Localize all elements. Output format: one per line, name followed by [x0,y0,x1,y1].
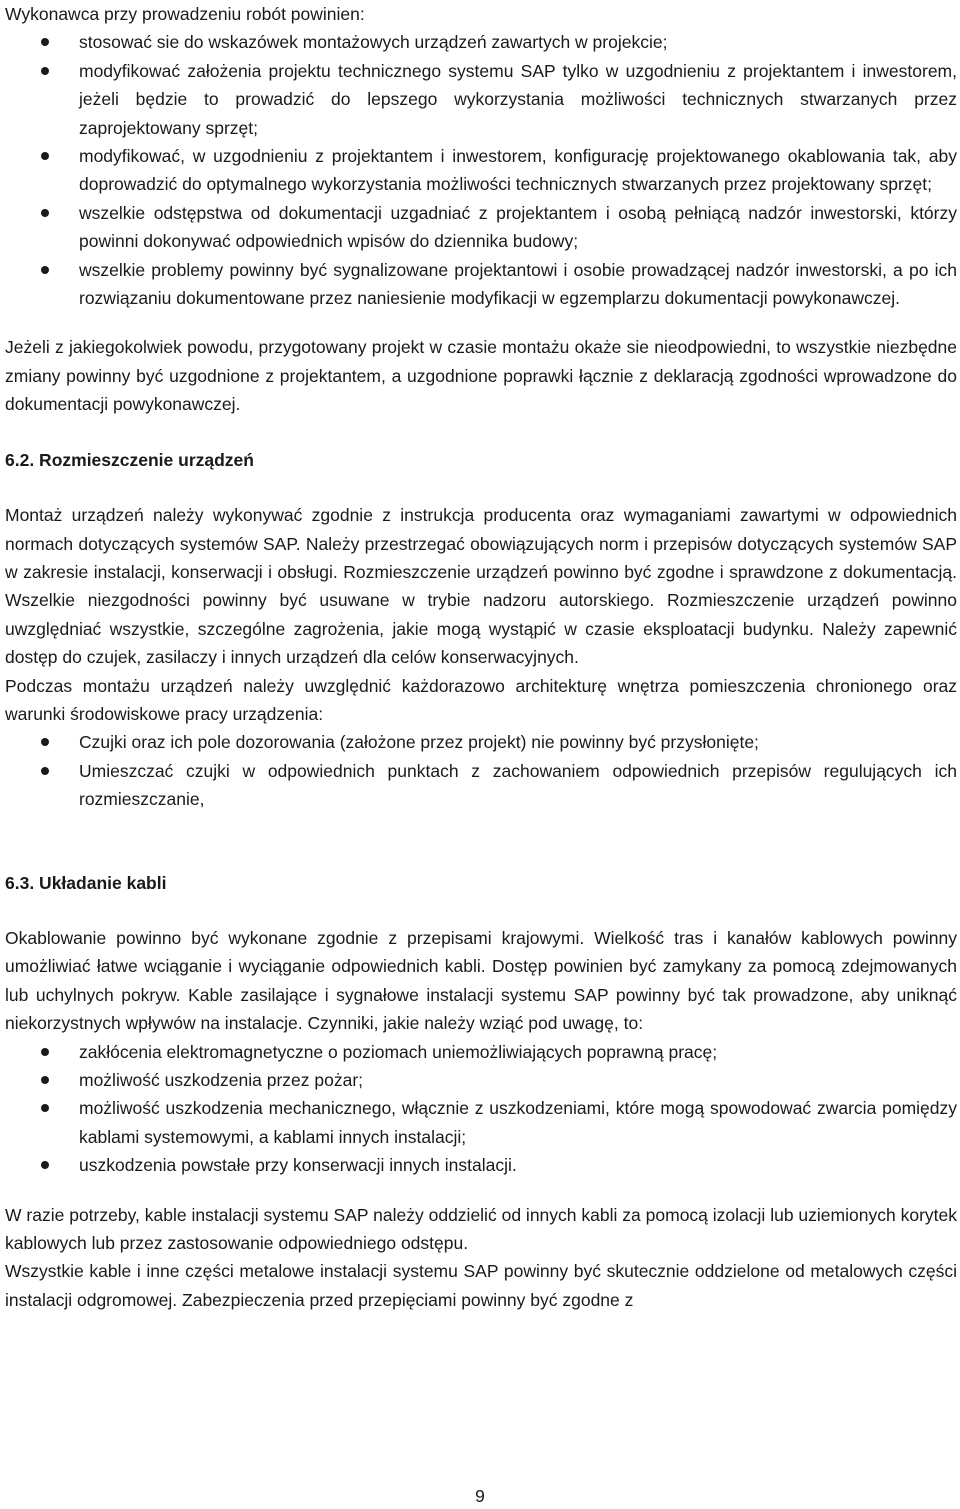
section-6-3-paragraph-3: Wszystkie kable i inne części metalowe instalacji systemu SAP powinny być skutecznie oddzielone od metalowych części instalacji odgromowej. Zabezpieczenia przed przepięciami powinny być zgodne z [5,1261,957,1310]
changes-paragraph: Jeżeli z jakiegokolwiek powodu, przygotowany projekt w czasie montażu okaże sie nieodpowiedni, to wszystkie niezbędne zmiany powinny być uzgodnione z projektantem, a uzgodnione poprawki łącznie z deklaracją zgodności wprowadzone do dokumentacji powykonawczej. [5,337,957,415]
list-item: zakłócenia elektromagnetyczne o poziomach uniemożliwiających poprawną pracę; [5,1038,957,1066]
section-6-2-paragraph-2: Podczas montażu urządzeń należy uwzględnić każdorazowo architekturę wnętrza pomieszczenia chronionego oraz warunki środowiskowe pracy urządzenia: [5,675,957,724]
list-item: modyfikować założenia projektu technicznego systemu SAP tylko w uzgodnieniu z projektantem i inwestorem, jeżeli będzie to prowadzić do lepszego wykorzystania możliwości technicznych stwarzanych przez zaprojektowany sprzęt; [5,57,957,142]
bullet-icon [41,1104,49,1112]
bullet-icon [41,266,49,274]
bullet-icon [41,152,49,160]
bullet-icon [41,1161,49,1169]
bullet-icon [41,67,49,75]
bullet-icon [41,738,49,746]
cabling-factors-list [5,1038,957,1180]
bullet-icon [41,38,49,46]
section-6-3-paragraph: Okablowanie powinno być wykonane zgodnie z przepisami krajowymi. Wielkość tras i kanałów kablowych powinny umożliwiać łatwe wciąganie i wyciąganie odpowiednich kabli. Dostęp powinien być zamykany za pomocą zdejmowanych lub uchylnych pokryw. Kable zasilające i sygnałowe instalacji systemu SAP powinny być tak prowadzone, aby uniknąć niekorzystnych wpływów na instalacje. Czynniki, jakie należy wziąć pod uwagę, to: [5,927,957,1034]
section-6-3-heading: 6.3. Układanie kabli [5,872,167,893]
bullet-icon [41,767,49,775]
detector-placement-list [5,728,957,813]
list-item: stosować sie do wskazówek montażowych urządzeń zawartych w projekcie; [5,28,957,56]
list-item: wszelkie odstępstwa od dokumentacji uzgadniać z projektantem i osobą pełniącą nadzór inwestorski, którzy powinni dokonywać odpowiednich wpisów do dziennika budowy; [5,199,957,256]
list-item: Czujki oraz ich pole dozorowania (założone przez projekt) nie powinny być przysłonięte; [5,728,957,756]
list-item: Umieszczać czujki w odpowiednich punktach z zachowaniem odpowiednich przepisów regulujących ich rozmieszczanie, [5,757,957,814]
bullet-icon [41,1048,49,1056]
list-item: możliwość uszkodzenia mechanicznego, włącznie z uszkodzeniami, które mogą spowodować zwarcia pomiędzy kablami systemowymi, a kablami innych instalacji; [5,1094,957,1151]
section-6-2-paragraph: Montaż urządzeń należy wykonywać zgodnie z instrukcja producenta oraz wymaganiami zawartymi w odpowiednich normach dotyczących systemów SAP. Należy przestrzegać obowiązujących norm i przepisów dotyczących systemów SAP w zakresie instalacji, konserwacji i obsługi. Rozmieszczenie urządzeń powinno być zgodne i sprawdzone z dokumentacją. Wszelkie niezgodności powinny być usuwane w trybie nadzoru autorskiego. Rozmieszczenie urządzeń powinno uwzględniać wszystkie, szczególne zagrożenia, jakie mogą wystąpić w czasie eksploatacji budynku. Należy zapewnić dostęp do czujek, zasilaczy i innych urządzeń dla celów konserwacyjnych. [5,505,957,668]
section-6-2-heading: 6.2. Rozmieszczenie urządzeń [5,449,254,470]
list-item: możliwość uszkodzenia przez pożar; [5,1066,957,1094]
list-item: wszelkie problemy powinny być sygnalizowane projektantowi i osobie prowadzącej nadzór inwestorski, a po ich rozwiązaniu dokumentowane przez naniesienie modyfikacji w egzemplarzu dokumentacji powykonawczej. [5,256,957,313]
bullet-icon [41,209,49,217]
list-item: modyfikować, w uzgodnieniu z projektantem i inwestorem, konfigurację projektowanego okablowania tak, aby doprowadzić do optymalnego wykorzystania możliwości technicznych stwarzanych przez projektowany sprzęt; [5,142,957,199]
list-item: uszkodzenia powstałe przy konserwacji innych instalacji. [5,1151,957,1179]
page-number: 9 [475,1486,485,1506]
section-6-3-paragraph-2: W razie potrzeby, kable instalacji systemu SAP należy oddzielić od innych kabli za pomocą izolacji lub uziemionych korytek kablowych lub przez zastosowanie odpowiedniego odstępu. [5,1204,957,1254]
intro-text: Wykonawca przy prowadzeniu robót powinien: [5,4,365,24]
bullet-icon [41,1076,49,1084]
contractor-duties-list [5,28,957,312]
document-page [5,0,957,1314]
